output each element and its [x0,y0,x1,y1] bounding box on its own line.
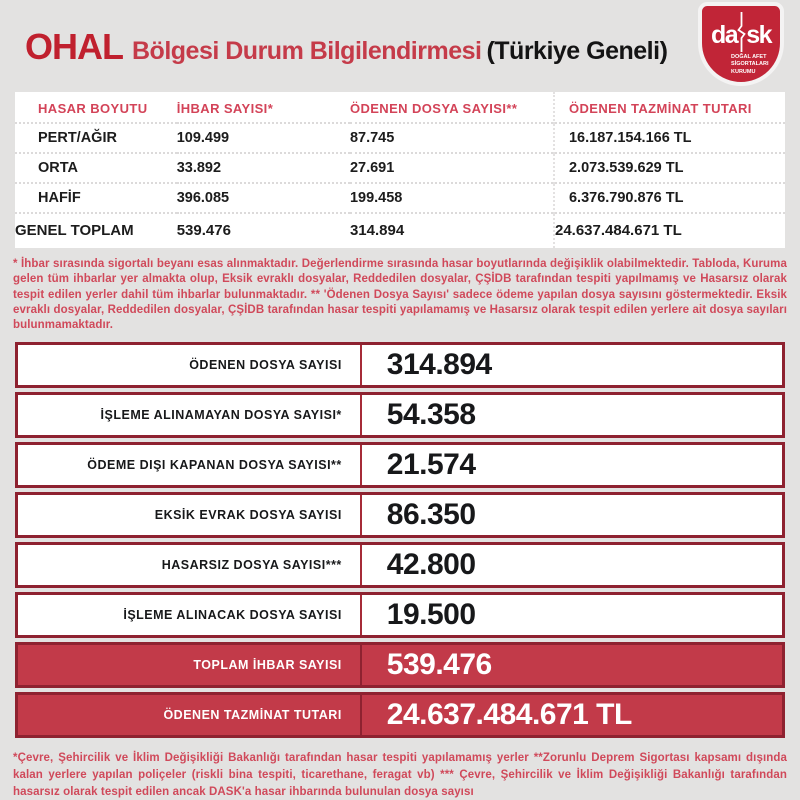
table-row-genel-toplam [15,213,785,248]
summary-row-odenen-tazminat [15,692,785,738]
summary-value: 86.350 [386,498,476,532]
summary-label: ÖDENEN DOSYA SAYISI [18,345,362,385]
damage-table [15,92,785,248]
column-header-odenen-dosya: ÖDENEN DOSYA SAYISI** [349,101,518,116]
cell-ihbar: 539.476 [176,222,231,239]
header [0,0,800,88]
summary-row-odenen-dosya [15,342,785,388]
cell-label: PERT/AĞIR [38,130,117,146]
cell-tazminat: 16.187.154.166 TL [554,123,785,153]
summary-label: TOPLAM İHBAR SAYISI [18,645,362,685]
table-row-orta [15,153,785,183]
page-title [25,18,782,68]
dask-logo-subtext: DOĞAL AFET SİGORTALARI KURUMU [731,54,769,75]
summary-panel [15,342,785,738]
summary-value: 21.574 [386,448,476,482]
title-main: Bölgesi Durum Bilgilendirmesi [132,37,482,65]
summary-label: EKSİK EVRAK DOSYA SAYISI [18,495,362,535]
cell-label: GENEL TOPLAM [15,222,134,239]
summary-value: 24.637.484.671 TL [386,698,632,732]
summary-value: 314.894 [386,348,492,382]
footer-footnote: *Çevre, Şehircilik ve İklim Değişikliği Bakanlığı tarafından hasar tespiti yapılamamış yerler **Zorunlu Deprem Sigortası kapsamı dışında kalan yerlere yapılan poliçeler (riskli bina tespiti, ticarethane, feragat vb) *** Çevre, Şehircilik ve İklim Değişikliği Bakanlığı tarafından hasarsız olarak tespit edilen ancak DASK'a hasar ihbarında bulunulan dosya sayısı [13,752,787,798]
summary-value: 42.800 [386,548,476,582]
dask-shield-icon [698,2,784,86]
summary-value: 539.476 [386,648,492,682]
cell-tazminat: 2.073.539.629 TL [554,153,785,183]
summary-value: 54.358 [386,398,476,432]
table-row-pert-agir [15,123,785,153]
title-scope: (Türkiye Geneli) [486,37,668,65]
dask-word-right: sk [746,20,771,49]
summary-row-hasarsiz [15,542,785,588]
cell-tazminat: 6.376.790.876 TL [554,183,785,213]
column-header-ihbar-sayisi: İHBAR SAYISI* [176,101,274,116]
cell-odenen: 87.745 [349,130,395,146]
summary-value: 19.500 [386,598,476,632]
table-footnote: * İhbar sırasında sigortalı beyanı esas alınmaktadır. Değerlendirme sırasında hasar boyutlarında değişiklik olabilmektedir. Tabloda, Kuruma gelen tüm ihbarlar yer almakta olup, Eksik evraklı dosyalar, Reddedilen dosyalar, ÇŞİDB tarafından tespiti yapılmamış ve Hasarsız olarak tespit edilen yerler dahil tüm ihbarlar bulunmaktadır. ** 'Ödenen Dosya Sayısı' sadece ödeme yapılan dosya sayısını göstermektedir. Eksik evraklı dosyalar, Reddedilen dosyalar, ÇŞİDB tarafından hasar tespiti yapılamamış ve Hasarsız olarak tespit edilen yerlere ait dosya sayıları bulunmamaktadır. [13,258,787,332]
summary-row-odeme-disi-kapanan [15,442,785,488]
cell-odenen: 314.894 [349,222,405,239]
dask-word-left: da [711,20,738,49]
column-header-odenen-tazminat: ÖDENEN TAZMİNAT TUTARI [554,92,785,123]
summary-label: İŞLEME ALINAMAYAN DOSYA SAYISI* [18,395,362,435]
summary-row-isleme-alinamayan [15,392,785,438]
cell-odenen: 199.458 [349,190,403,206]
summary-label: ÖDEME DIŞI KAPANAN DOSYA SAYISI** [18,445,362,485]
summary-row-eksik-evrak [15,492,785,538]
seismograph-line-icon [737,12,746,52]
dask-logo [698,2,784,86]
summary-label: İŞLEME ALINACAK DOSYA SAYISI [18,595,362,635]
cell-odenen: 27.691 [349,160,395,176]
summary-row-isleme-alinacak [15,592,785,638]
column-header-hasar-boyutu: HASAR BOYUTU [38,101,148,116]
summary-row-toplam-ihbar [15,642,785,688]
cell-label: ORTA [38,160,79,176]
cell-ihbar: 109.499 [176,130,230,146]
cell-ihbar: 33.892 [176,160,222,176]
summary-label: ÖDENEN TAZMİNAT TUTARI [18,695,362,735]
cell-tazminat: 24.637.484.671 TL [554,213,785,248]
summary-label: HASARSIZ DOSYA SAYISI*** [18,545,362,585]
dask-wordmark [711,18,771,52]
damage-table-header-row [15,92,785,123]
cell-label: HAFİF [38,190,81,206]
cell-ihbar: 396.085 [176,190,230,206]
title-brand: OHAL [25,26,123,67]
table-row-hafif [15,183,785,213]
